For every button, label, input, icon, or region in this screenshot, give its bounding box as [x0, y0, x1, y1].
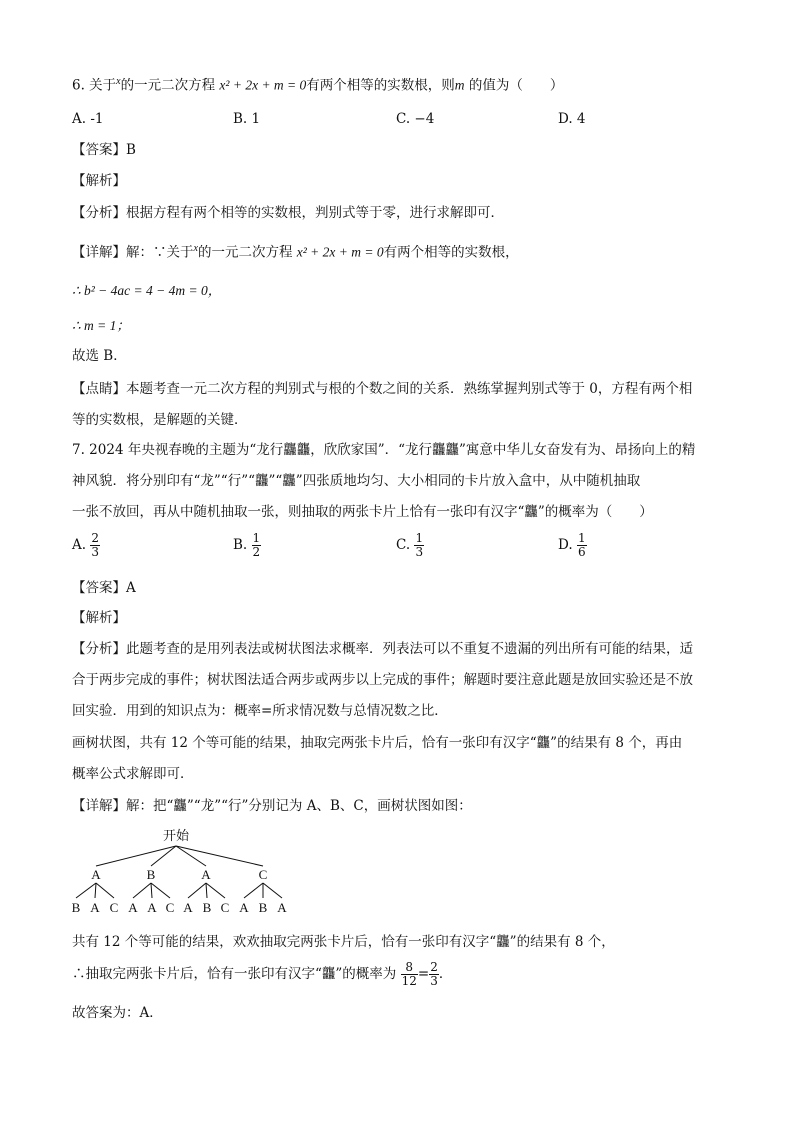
q7-result-text: ∴抽取完两张卡片后，恰有一张印有汉字“龘”的概率为: [72, 966, 397, 982]
probability-fraction: [401, 961, 418, 988]
tree-node-l1: A: [91, 867, 101, 882]
q6-option-c: C. −4: [396, 111, 435, 127]
option-fraction: [252, 532, 262, 559]
tree-leaf: B: [258, 900, 268, 915]
q7-fenxi-2: 合于两步完成的事件；树状图法适合两步或两步以上完成的事件；解题时要注意此题是放回实验还是不放: [72, 672, 693, 688]
q6-fenxi: 【分析】根据方程有两个相等的实数根，判别式等于零，进行求解即可．: [72, 205, 504, 221]
fraction-numerator: 1: [415, 531, 424, 545]
q6-step2: ∴ m = 1；: [72, 318, 130, 333]
option-label: A.: [72, 537, 87, 553]
option-fraction: [577, 532, 587, 559]
tree-leaf-branches: [76, 883, 282, 898]
q6-stem-part: 的值为（ ）: [468, 77, 564, 94]
tree-leaf: C: [220, 900, 230, 915]
fraction-numerator: 1: [252, 531, 261, 545]
tree-root-branches: [96, 846, 263, 866]
fraction-denominator: 2: [252, 545, 261, 559]
q6-option-b: B. 1: [233, 111, 261, 127]
option-label: C.: [396, 537, 411, 553]
q6-xiangjie: [72, 239, 519, 263]
q7-option-a: [72, 532, 100, 559]
fraction-numerator: 1: [577, 531, 586, 545]
q6-var-x: x: [193, 243, 198, 254]
tree-leaf: A: [239, 900, 249, 915]
q7-stem-2: 神风貌．将分别印有“龙”“行”“龘”“龘”四张质地均匀、大小相同的卡片放入盒中，从中随机抽取: [72, 473, 641, 489]
fraction-numerator: 2: [430, 960, 438, 974]
fraction-denominator: 3: [430, 974, 438, 988]
q6-var-m: m: [454, 77, 465, 93]
fraction-denominator: 12: [401, 974, 417, 988]
fraction-denominator: 3: [415, 545, 424, 559]
q6-xiangjie-part: 【详解】解：∵关于: [72, 244, 194, 261]
tree-node-l1: B: [146, 867, 156, 882]
fraction-denominator: 6: [577, 545, 586, 559]
tree-leaf: C: [109, 900, 119, 915]
q6-answer: 【答案】B: [72, 142, 136, 158]
q6-option-a: A. -1: [72, 111, 104, 127]
q7-final: 故答案为：A．: [72, 1005, 163, 1021]
q7-result-1: 共有 12 个等可能的结果，欢欢抽取完两张卡片后，恰有一张印有汉字“龘”的结果有 8 个，: [72, 934, 615, 950]
q7-option-c: [396, 532, 424, 559]
q7-result-2: [72, 961, 452, 988]
q6-choose: 故选 B．: [72, 348, 127, 364]
tree-leaf: A: [183, 900, 193, 915]
q6-stem-part: 有两个相等的实数根，则: [306, 77, 455, 94]
q7-tree-desc-1: 画树状图，共有 12 个等可能的结果，抽取完两张卡片后，恰有一张印有汉字“龘”的结果有 8 个，再由: [72, 735, 683, 751]
tree-leaf: B: [71, 900, 81, 915]
q7-stem-1: 7. 2024 年央视春晚的主题为“龙行龘龘，欣欣家国”．“龙行龘龘”寓意中华儿女奋发有为、昂扬向上的精: [72, 442, 696, 458]
q6-step1: ∴ b² − 4ac = 4 − 4m = 0，: [72, 283, 222, 298]
fraction-numerator: 8: [401, 961, 418, 975]
q7-stem-3: 一张不放回，再从中随机抽取一张，则抽取的两张卡片上恰有一张印有汉字“龘”的概率为（ ）: [72, 504, 653, 520]
q7-xiangjie: 【详解】解：把“龘”“龙”“行”分别记为 A、B、C，画树状图如图：: [72, 798, 472, 814]
tree-node-l1: A: [201, 867, 211, 882]
option-fraction: [414, 532, 424, 559]
q6-option-d: D. 4: [558, 111, 586, 127]
q7-tree-desc-2: 概率公式求解即可．: [72, 766, 194, 782]
tree-root: 开始: [162, 828, 190, 843]
q7-fenxi-1: 【分析】此题考查的是用列表法或树状图法求概率．列表法可以不重复不遗漏的列出所有可能的结果，适: [72, 641, 693, 657]
q6-xiangjie-part: 的一元二次方程: [197, 244, 293, 261]
tree-leaf: A: [277, 900, 287, 915]
q6-stem-part: 的一元二次方程: [120, 77, 216, 94]
q6-var-x: x: [116, 76, 121, 87]
tree-leaf: A: [147, 900, 157, 915]
option-fraction: [90, 532, 100, 559]
option-label: B.: [233, 537, 248, 553]
q6-analysis-header: 【解析】: [72, 173, 126, 189]
option-label: D.: [558, 537, 573, 553]
equals-sign: =: [417, 966, 430, 982]
q6-stem: [72, 72, 563, 96]
fraction-numerator: 2: [91, 531, 99, 545]
q6-dianjing-1: 【点睛】本题考查一元二次方程的判别式与根的个数之间的关系．熟练掌握判别式等于 0，方程有两个相: [72, 381, 693, 397]
q6-equation: x² + 2x + m = 0: [296, 244, 384, 260]
q6-dianjing-2: 等的实数根，是解题的关键．: [72, 412, 248, 428]
q7-answer: 【答案】A: [72, 580, 136, 596]
period: ．: [438, 966, 453, 982]
fraction-denominator: 3: [91, 545, 99, 559]
probability-tree-diagram: [64, 826, 314, 918]
tree-leaf: B: [202, 900, 212, 915]
q6-equation: x² + 2x + m = 0: [219, 77, 307, 93]
probability-fraction: [429, 961, 439, 988]
q6-stem-part: 6. 关于: [72, 77, 117, 94]
q7-option-b: [233, 532, 261, 559]
tree-leaf: A: [90, 900, 100, 915]
tree-node-l1: C: [258, 867, 268, 882]
q7-analysis-header: 【解析】: [72, 610, 126, 626]
q7-option-d: [558, 532, 587, 559]
tree-leaf: C: [165, 900, 175, 915]
q6-xiangjie-part: 有两个相等的实数根，: [383, 244, 519, 261]
q7-fenxi-3: 回实验．用到的知识点为：概率=所求情况数与总情况数之比．: [72, 703, 448, 719]
tree-leaf: A: [128, 900, 138, 915]
